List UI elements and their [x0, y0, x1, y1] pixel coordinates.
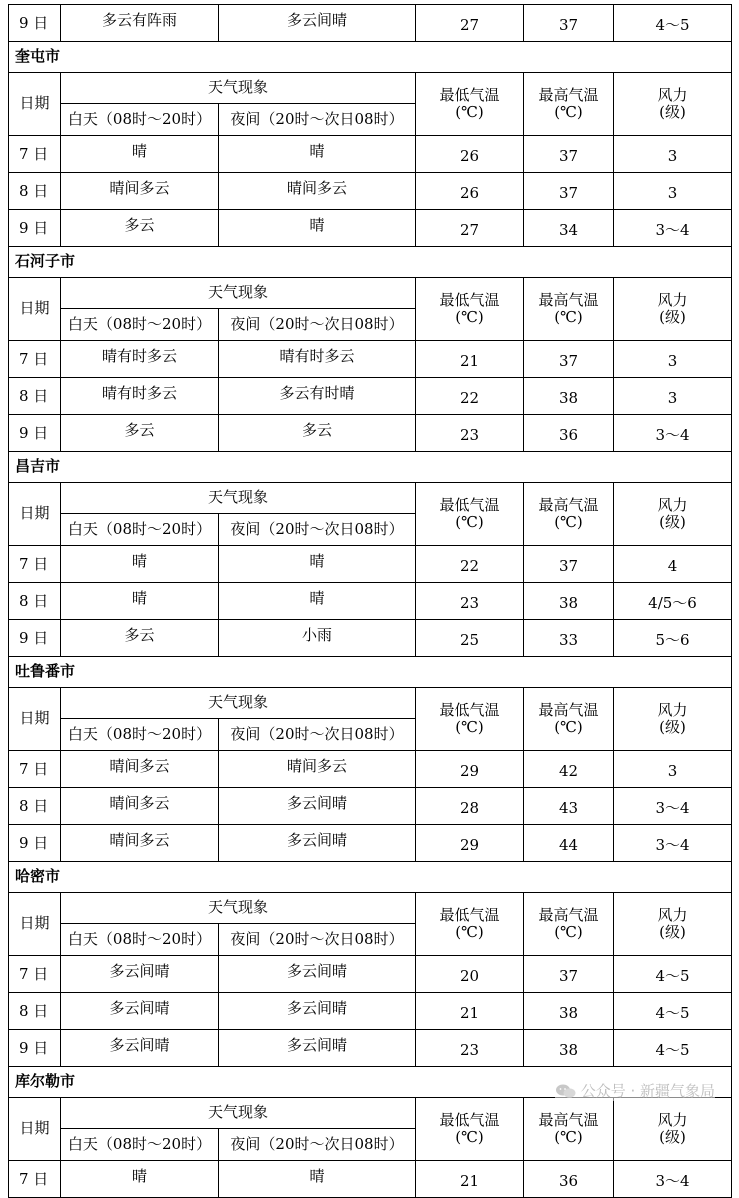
day-period-header: 白天（08时～20时） — [61, 104, 219, 136]
date-cell: 8 日 — [9, 788, 61, 825]
table-row — [9, 546, 732, 583]
min-temp-header-line-1: 最低气温 — [439, 495, 500, 514]
header-row — [9, 483, 732, 514]
max-temp-cell: 37 — [524, 5, 614, 42]
date-cell: 8 日 — [9, 378, 61, 415]
night-weather-cell: 晴 — [219, 210, 416, 247]
night-weather-cell: 多云有时晴 — [219, 378, 416, 415]
watermark-text: 公众号 · 新疆气象局 — [580, 1082, 715, 1100]
day-weather-cell: 晴有时多云 — [61, 378, 219, 415]
wind-header — [614, 1098, 732, 1161]
night-weather-cell: 小雨 — [219, 620, 416, 657]
min-temp-cell: 26 — [416, 136, 524, 173]
date-cell: 9 日 — [9, 5, 61, 42]
day-period-header: 白天（08时～20时） — [61, 514, 219, 546]
date-cell: 9 日 — [9, 415, 61, 452]
header-row — [9, 893, 732, 924]
wind-header-line-2: (级) — [659, 718, 686, 736]
wind-header — [614, 483, 732, 546]
max-temp-cell: 37 — [524, 136, 614, 173]
min-temp-cell: 26 — [416, 173, 524, 210]
day-weather-cell: 多云有阵雨 — [61, 5, 219, 42]
max-temp-header-line-1: 最高气温 — [538, 290, 599, 309]
day-weather-cell: 多云间晴 — [61, 956, 219, 993]
max-temp-cell: 38 — [524, 583, 614, 620]
max-temp-cell: 37 — [524, 546, 614, 583]
date-header: 日期 — [9, 278, 61, 341]
table-row — [9, 583, 732, 620]
table-row — [9, 5, 732, 42]
day-period-header: 白天（08时～20时） — [61, 309, 219, 341]
min-temp-header-line-1: 最低气温 — [439, 290, 500, 309]
max-temp-cell: 38 — [524, 378, 614, 415]
night-weather-cell: 晴间多云 — [219, 173, 416, 210]
city-title-row — [9, 862, 732, 893]
table-row — [9, 210, 732, 247]
header-row — [9, 688, 732, 719]
wind-header — [614, 278, 732, 341]
day-weather-cell: 晴 — [61, 546, 219, 583]
max-temp-header — [524, 893, 614, 956]
table-row — [9, 825, 732, 862]
wind-header-line-2: (级) — [659, 308, 686, 326]
night-weather-cell: 多云 — [219, 415, 416, 452]
city-name: 哈密市 — [9, 862, 732, 893]
max-temp-header-line-2: (℃) — [554, 308, 583, 326]
day-weather-cell: 晴 — [61, 583, 219, 620]
date-cell: 8 日 — [9, 173, 61, 210]
max-temp-cell: 36 — [524, 415, 614, 452]
min-temp-cell: 27 — [416, 210, 524, 247]
date-header: 日期 — [9, 893, 61, 956]
min-temp-header-line-2: (℃) — [455, 513, 484, 531]
wind-cell: 4～5 — [614, 956, 732, 993]
wechat-icon — [555, 1083, 577, 1099]
min-temp-header-line-2: (℃) — [455, 308, 484, 326]
table-row — [9, 173, 732, 210]
date-header: 日期 — [9, 73, 61, 136]
date-cell: 9 日 — [9, 1030, 61, 1067]
min-temp-cell: 29 — [416, 825, 524, 862]
day-weather-cell: 晴间多云 — [61, 751, 219, 788]
city-title-row — [9, 247, 732, 278]
day-period-header: 白天（08时～20时） — [61, 1129, 219, 1161]
min-temp-cell: 23 — [416, 1030, 524, 1067]
wind-header-line-1: 风力 — [657, 290, 688, 309]
header-row — [9, 278, 732, 309]
date-cell: 7 日 — [9, 546, 61, 583]
date-cell: 7 日 — [9, 341, 61, 378]
min-temp-cell: 23 — [416, 583, 524, 620]
min-temp-cell: 20 — [416, 956, 524, 993]
min-temp-header-line-2: (℃) — [455, 1128, 484, 1146]
night-weather-cell: 晴有时多云 — [219, 341, 416, 378]
weather-header: 天气现象 — [61, 688, 416, 719]
wind-header — [614, 73, 732, 136]
city-name: 石河子市 — [9, 247, 732, 278]
city-title-row — [9, 657, 732, 688]
min-temp-cell: 21 — [416, 993, 524, 1030]
weather-header: 天气现象 — [61, 483, 416, 514]
wind-header-line-1: 风力 — [657, 1110, 688, 1129]
min-temp-header — [416, 278, 524, 341]
forecast-sheet — [8, 4, 731, 1198]
wind-header-line-2: (级) — [659, 103, 686, 121]
min-temp-cell: 28 — [416, 788, 524, 825]
header-row — [9, 73, 732, 104]
min-temp-header-line-1: 最低气温 — [439, 1110, 500, 1129]
wind-cell: 3 — [614, 341, 732, 378]
wind-header-line-2: (级) — [659, 513, 686, 531]
day-weather-cell: 多云间晴 — [61, 993, 219, 1030]
table-row — [9, 956, 732, 993]
max-temp-cell: 37 — [524, 341, 614, 378]
max-temp-header-line-2: (℃) — [554, 718, 583, 736]
day-weather-cell: 多云 — [61, 210, 219, 247]
table-row — [9, 751, 732, 788]
min-temp-cell: 21 — [416, 341, 524, 378]
night-period-header: 夜间（20时～次日08时） — [219, 924, 416, 956]
day-weather-cell: 多云间晴 — [61, 1030, 219, 1067]
city-name: 奎屯市 — [9, 42, 732, 73]
night-period-header: 夜间（20时～次日08时） — [219, 514, 416, 546]
date-cell: 8 日 — [9, 993, 61, 1030]
wind-cell: 3 — [614, 378, 732, 415]
night-period-header: 夜间（20时～次日08时） — [219, 1129, 416, 1161]
max-temp-cell: 36 — [524, 1161, 614, 1198]
max-temp-header-line-1: 最高气温 — [538, 85, 599, 104]
max-temp-cell: 34 — [524, 210, 614, 247]
min-temp-header-line-1: 最低气温 — [439, 905, 500, 924]
min-temp-cell: 22 — [416, 546, 524, 583]
wind-cell: 5～6 — [614, 620, 732, 657]
wind-header-line-1: 风力 — [657, 700, 688, 719]
city-name: 昌吉市 — [9, 452, 732, 483]
date-cell: 9 日 — [9, 825, 61, 862]
wind-header-line-1: 风力 — [657, 85, 688, 104]
max-temp-cell: 33 — [524, 620, 614, 657]
night-weather-cell: 晴 — [219, 136, 416, 173]
day-weather-cell: 晴间多云 — [61, 173, 219, 210]
min-temp-header — [416, 73, 524, 136]
min-temp-header-line-2: (℃) — [455, 923, 484, 941]
day-weather-cell: 晴间多云 — [61, 788, 219, 825]
city-name: 库尔勒市 — [9, 1067, 732, 1098]
day-weather-cell: 晴有时多云 — [61, 341, 219, 378]
min-temp-header-line-2: (℃) — [455, 718, 484, 736]
min-temp-cell: 25 — [416, 620, 524, 657]
date-cell: 9 日 — [9, 620, 61, 657]
night-weather-cell: 晴 — [219, 583, 416, 620]
night-weather-cell: 多云间晴 — [219, 788, 416, 825]
wind-header-line-1: 风力 — [657, 495, 688, 514]
wind-cell: 3 — [614, 173, 732, 210]
wind-cell: 3～4 — [614, 415, 732, 452]
day-weather-cell: 晴 — [61, 1161, 219, 1198]
max-temp-cell: 37 — [524, 173, 614, 210]
day-weather-cell: 多云 — [61, 620, 219, 657]
table-row — [9, 136, 732, 173]
wind-cell: 3～4 — [614, 788, 732, 825]
min-temp-header — [416, 483, 524, 546]
wind-cell: 4～5 — [614, 1030, 732, 1067]
max-temp-header — [524, 688, 614, 751]
table-row — [9, 993, 732, 1030]
max-temp-header — [524, 73, 614, 136]
table-row — [9, 620, 732, 657]
day-weather-cell: 晴间多云 — [61, 825, 219, 862]
weather-header: 天气现象 — [61, 893, 416, 924]
wind-cell: 4～5 — [614, 993, 732, 1030]
min-temp-cell: 21 — [416, 1161, 524, 1198]
max-temp-header-line-2: (℃) — [554, 923, 583, 941]
day-weather-cell: 多云 — [61, 415, 219, 452]
max-temp-cell: 44 — [524, 825, 614, 862]
wind-header-line-2: (级) — [659, 1128, 686, 1146]
header-row — [9, 1098, 732, 1129]
date-header: 日期 — [9, 483, 61, 546]
date-cell: 7 日 — [9, 956, 61, 993]
wind-cell: 3～4 — [614, 825, 732, 862]
min-temp-cell: 29 — [416, 751, 524, 788]
wind-cell: 4/5～6 — [614, 583, 732, 620]
wind-header — [614, 893, 732, 956]
min-temp-header — [416, 893, 524, 956]
table-row — [9, 341, 732, 378]
wind-cell: 3 — [614, 136, 732, 173]
wind-header-line-1: 风力 — [657, 905, 688, 924]
max-temp-header-line-2: (℃) — [554, 103, 583, 121]
date-cell: 7 日 — [9, 136, 61, 173]
table-row — [9, 378, 732, 415]
forecast-table — [8, 4, 732, 1198]
min-temp-header — [416, 1098, 524, 1161]
city-name: 吐鲁番市 — [9, 657, 732, 688]
weather-header: 天气现象 — [61, 1098, 416, 1129]
table-row — [9, 1030, 732, 1067]
max-temp-header-line-2: (℃) — [554, 1128, 583, 1146]
day-weather-cell: 晴 — [61, 136, 219, 173]
city-title-row — [9, 452, 732, 483]
night-weather-cell: 多云间晴 — [219, 1030, 416, 1067]
night-weather-cell: 多云间晴 — [219, 5, 416, 42]
wind-cell: 3～4 — [614, 1161, 732, 1198]
min-temp-cell: 27 — [416, 5, 524, 42]
night-weather-cell: 多云间晴 — [219, 825, 416, 862]
wind-cell: 3～4 — [614, 210, 732, 247]
max-temp-header-line-2: (℃) — [554, 513, 583, 531]
night-period-header: 夜间（20时～次日08时） — [219, 309, 416, 341]
max-temp-header — [524, 483, 614, 546]
wind-header-line-2: (级) — [659, 923, 686, 941]
date-header: 日期 — [9, 1098, 61, 1161]
day-period-header: 白天（08时～20时） — [61, 924, 219, 956]
max-temp-cell: 37 — [524, 956, 614, 993]
night-weather-cell: 晴间多云 — [219, 751, 416, 788]
table-row — [9, 788, 732, 825]
night-period-header: 夜间（20时～次日08时） — [219, 104, 416, 136]
wind-header — [614, 688, 732, 751]
min-temp-header-line-1: 最低气温 — [439, 85, 500, 104]
max-temp-header-line-1: 最高气温 — [538, 495, 599, 514]
min-temp-cell: 22 — [416, 378, 524, 415]
night-period-header: 夜间（20时～次日08时） — [219, 719, 416, 751]
max-temp-header-line-1: 最高气温 — [538, 905, 599, 924]
date-cell: 7 日 — [9, 1161, 61, 1198]
max-temp-header-line-1: 最高气温 — [538, 700, 599, 719]
wind-cell: 3 — [614, 751, 732, 788]
day-period-header: 白天（08时～20时） — [61, 719, 219, 751]
max-temp-header — [524, 1098, 614, 1161]
table-row — [9, 1161, 732, 1198]
date-header: 日期 — [9, 688, 61, 751]
max-temp-cell: 38 — [524, 1030, 614, 1067]
weather-header: 天气现象 — [61, 278, 416, 309]
max-temp-cell: 43 — [524, 788, 614, 825]
date-cell: 7 日 — [9, 751, 61, 788]
max-temp-header-line-1: 最高气温 — [538, 1110, 599, 1129]
night-weather-cell: 多云间晴 — [219, 993, 416, 1030]
wind-cell: 4 — [614, 546, 732, 583]
max-temp-header — [524, 278, 614, 341]
max-temp-cell: 42 — [524, 751, 614, 788]
max-temp-cell: 38 — [524, 993, 614, 1030]
city-title-row — [9, 42, 732, 73]
wind-cell: 4～5 — [614, 5, 732, 42]
night-weather-cell: 晴 — [219, 1161, 416, 1198]
night-weather-cell: 多云间晴 — [219, 956, 416, 993]
table-row — [9, 415, 732, 452]
min-temp-header-line-1: 最低气温 — [439, 700, 500, 719]
min-temp-cell: 23 — [416, 415, 524, 452]
date-cell: 9 日 — [9, 210, 61, 247]
min-temp-header — [416, 688, 524, 751]
date-cell: 8 日 — [9, 583, 61, 620]
watermark — [555, 1080, 715, 1101]
weather-header: 天气现象 — [61, 73, 416, 104]
night-weather-cell: 晴 — [219, 546, 416, 583]
min-temp-header-line-2: (℃) — [455, 103, 484, 121]
